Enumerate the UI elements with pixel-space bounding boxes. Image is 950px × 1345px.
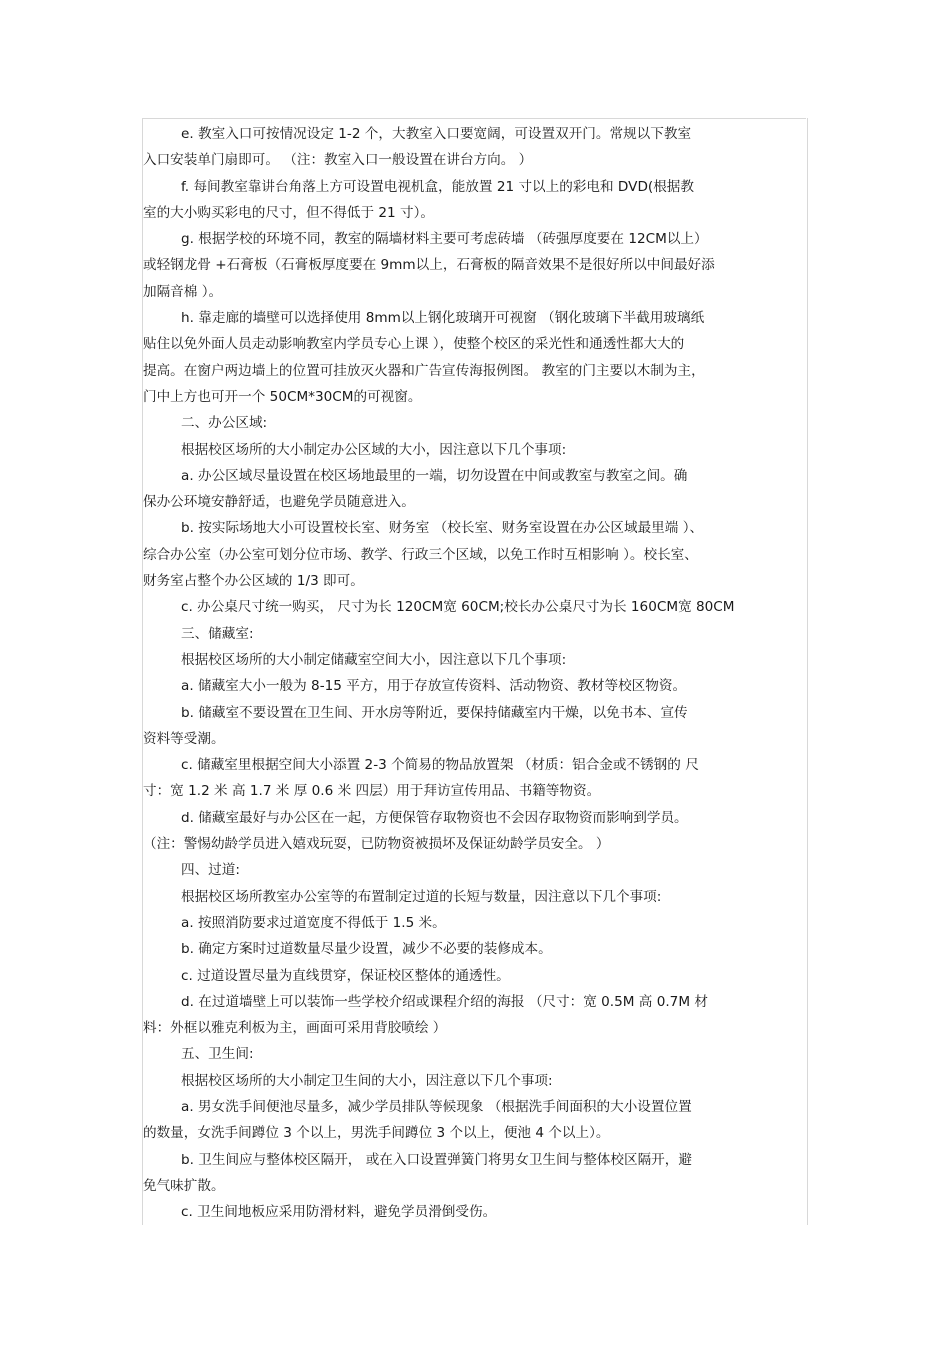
text-line: h. 靠走廊的墙壁可以选择使用 8mm以上钢化玻璃开可视窗 （钢化玻璃下半截用玻璃纸 [181, 310, 705, 327]
text-line: a. 按照消防要求过道宽度不得低于 1.5 米。 [181, 914, 446, 931]
text-line: （注：警惕幼龄学员进入嬉戏玩耍，已防物资被损坏及保证幼龄学员安全。 ） [143, 836, 610, 853]
text-line: 三、储藏室: [181, 625, 254, 642]
text-line: 综合办公室（办公室可划分位市场、教学、行政三个区域，以免工作时互相影响 ）。校长室、 [143, 546, 698, 563]
text-line: 入口安装单门扇即可。 （注：教室入口一般设置在讲台方向。 ） [143, 152, 533, 169]
page-frame-top-rule [142, 118, 806, 119]
text-line: 根据校区场所的大小制定卫生间的大小，因注意以下几个事项: [181, 1072, 553, 1089]
text-line: a. 男女洗手间便池尽量多，减少学员排队等候现象 （根据洗手间面积的大小设置位置 [181, 1098, 692, 1115]
text-line: e. 教室入口可按情况设定 1-2 个，大教室入口要宽阔，可设置双开门。常规以下教室 [181, 126, 692, 142]
text-line: 四、过道: [181, 862, 240, 879]
text-line: f. 每间教室靠讲台角落上方可设置电视机盒，能放置 21 寸以上的彩电和 DVD(根据教 [181, 178, 694, 195]
text-line: d. 在过道墙壁上可以装饰一些学校介绍或课程介绍的海报 （尺寸：宽 0.5M 高 0.7M 材 [181, 993, 708, 1010]
text-line: 室的大小购买彩电的尺寸，但不得低于 21 寸）。 [143, 204, 435, 221]
text-line: 料：外框以雅克利板为主，画面可采用背胶喷绘 ） [143, 1020, 447, 1037]
text-line: 财务室占整个办公区域的 1/3 即可。 [143, 573, 364, 590]
text-line: c. 过道设置尽量为直线贯穿，保证校区整体的通透性。 [181, 967, 510, 984]
text-line: 根据校区场所的大小制定办公区域的大小，因注意以下几个事项: [181, 441, 567, 458]
text-line: 提高。在窗户两边墙上的位置可挂放灭火器和广告宣传海报例图。 教室的门主要以木制为主， [143, 362, 705, 379]
text-line: 或轻钢龙骨 +石膏板（石膏板厚度要在 9mm以上，石膏板的隔音效果不是很好所以中间最好添 [143, 257, 715, 274]
text-line: b. 按实际场地大小可设置校长室、财务室 （校长室、财务室设置在办公区域最里端 ）、 [181, 520, 704, 537]
text-line: b. 卫生间应与整体校区隔开， 或在入口设置弹簧门将男女卫生间与整体校区隔开，避 [181, 1151, 692, 1168]
text-line: c. 卫生间地板应采用防滑材料，避免学员滑倒受伤。 [181, 1204, 497, 1221]
text-line: 二、办公区域: [181, 415, 268, 432]
text-line: 的数量，女洗手间蹲位 3 个以上，男洗手间蹲位 3 个以上，便池 4 个以上）。 [143, 1125, 610, 1142]
text-line: 免气味扩散。 [143, 1177, 225, 1194]
document-body [143, 121, 806, 1225]
text-line: b. 确定方案时过道数量尽量少设置，减少不必要的装修成本。 [181, 941, 552, 958]
text-line: c. 办公桌尺寸统一购买， 尺寸为长 120CM宽 60CM;校长办公桌尺寸为长 160CM宽 80CM [181, 599, 735, 616]
text-line: 门中上方也可开一个 50CM*30CM的可视窗。 [143, 388, 422, 405]
text-line: 寸：宽 1.2 米 高 1.7 米 厚 0.6 米 四层）用于拜访宣传用品、书籍等物资。 [143, 783, 601, 800]
text-line: d. 储藏室最好与办公区在一起，方便保管存取物资也不会因存取物资而影响到学员。 [181, 809, 688, 826]
text-line: 根据校区场所教室办公室等的布置制定过道的长短与数量，因注意以下几个事项: [181, 888, 662, 905]
text-line: a. 储藏室大小一般为 8-15 平方，用于存放宣传资料、活动物资、教材等校区物资。 [181, 678, 687, 695]
text-line: g. 根据学校的环境不同，教室的隔墙材料主要可考虑砖墙 （砖强厚度要在 12CM以上） [181, 231, 708, 248]
text-line: 根据校区场所的大小制定储藏室空间大小，因注意以下几个事项: [181, 651, 567, 668]
text-line: 五、卫生间: [181, 1046, 254, 1063]
text-line: a. 办公区域尽量设置在校区场地最里的一端，切勿设置在中间或教室与教室之间。确 [181, 467, 688, 484]
text-line: 资料等受潮。 [143, 730, 225, 747]
text-line: b. 储藏室不要设置在卫生间、开水房等附近，要保持储藏室内干燥，以免书本、宣传 [181, 704, 688, 721]
text-line: c. 储藏室里根据空间大小添置 2-3 个简易的物品放置架 （材质：铝合金或不锈钢的 尺 [181, 757, 699, 774]
text-line: 贴住以免外面人员走动影响教室内学员专心上课 ），使整个校区的采光性和通透性都大大的 [143, 336, 685, 353]
text-line: 保办公环境安静舒适，也避免学员随意进入。 [143, 494, 415, 511]
text-line: 加隔音棉 ）。 [143, 283, 223, 300]
